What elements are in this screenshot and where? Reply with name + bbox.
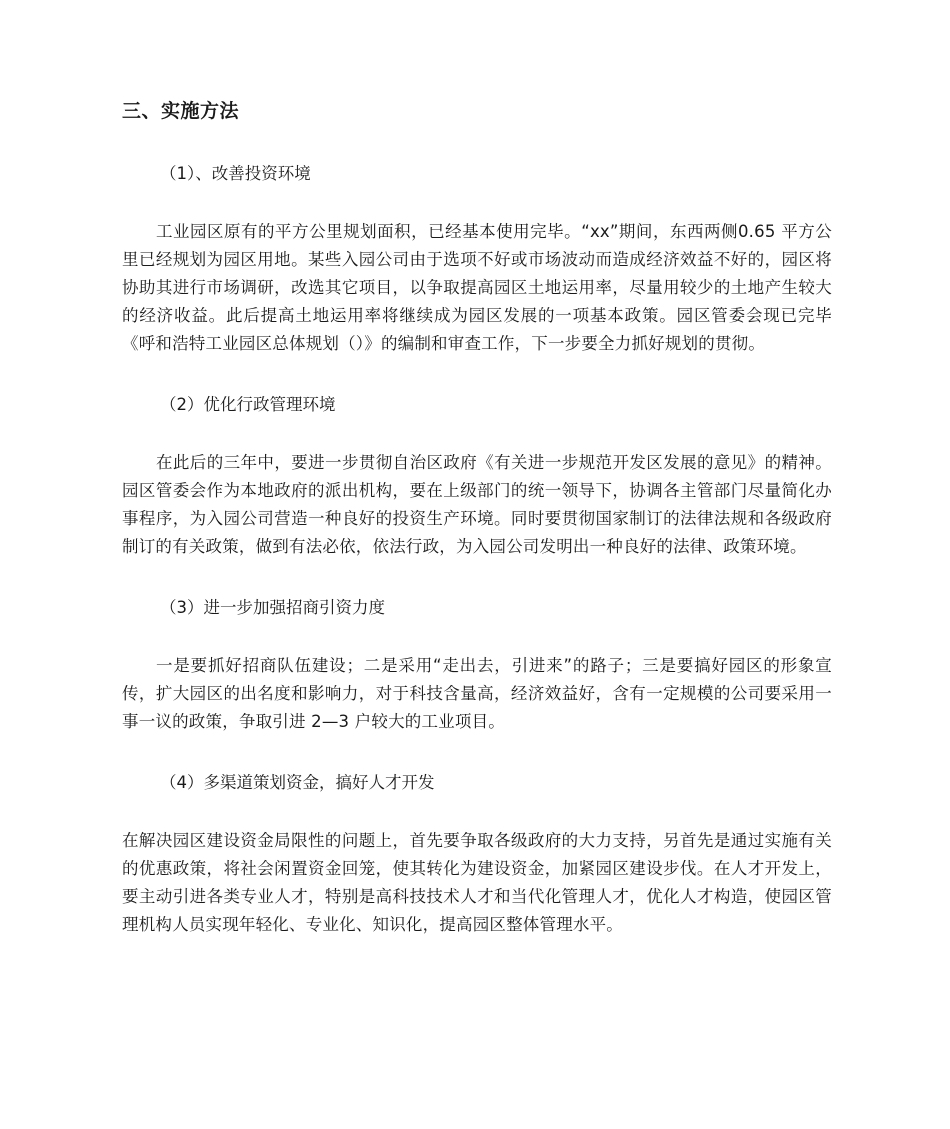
subsection-heading-3: （3）进一步加强招商引资力度 [160,598,385,617]
subsection-heading-4: （4）多渠道策划资金，搞好人才开发 [160,773,435,792]
document-page [122,96,832,972]
subsection-heading-2: （2）优化行政管理环境 [160,395,336,414]
subsection-body-1: 工业园区原有的平方公里规划面积，已经基本使用完毕。“xx”期间，东西两侧0.65 平方公里已经规划为园区用地。某些入园公司由于选项不好或市场波动而造成经济效益不好的，园区将协助其进行市场调研，改选其它项目，以争取提高园区土地运用率，尽量用较少的土地产生较大的经济收益。此后提高土地运用率将继续成为园区发展的一项基本政策。园区管委会现已完毕《呼和浩特工业园区总体规划（）》的编制和审查工作，下一步要全力抓好规划的贯彻。 [122,222,832,353]
subsection-heading-1: （1）、改善投资环境 [160,164,311,183]
subsection-body-4: 在解决园区建设资金局限性的问题上，首先要争取各级政府的大力支持，另首先是通过实施有关的优惠政策，将社会闲置资金回笼，使其转化为建设资金，加紧园区建设步伐。在人才开发上，要主动引进各类专业人才，特别是高科技技术人才和当代化管理人才，优化人才构造，使园区管理机构人员实现年轻化、专业化、知识化，提高园区整体管理水平。 [122,831,832,934]
section-title: 三、实施方法 [122,100,240,122]
subsection-body-3: 一是要抓好招商队伍建设；二是采用“走出去，引进来”的路子；三是要搞好园区的形象宣传，扩大园区的出名度和影响力，对于科技含量高，经济效益好，含有一定规模的公司要采用一事一议的政策，争取引进 2—3 户较大的工业项目。 [122,656,832,731]
subsection-body-2: 在此后的三年中，要进一步贯彻自治区政府《有关进一步规范开发区发展的意见》的精神。园区管委会作为本地政府的派出机构，要在上级部门的统一领导下，协调各主管部门尽量简化办事程序，为入园公司营造一种良好的投资生产环境。同时要贯彻国家制订的法律法规和各级政府制订的有关政策，做到有法必依，依法行政，为入园公司发明出一种良好的法律、政策环境。 [122,453,832,556]
